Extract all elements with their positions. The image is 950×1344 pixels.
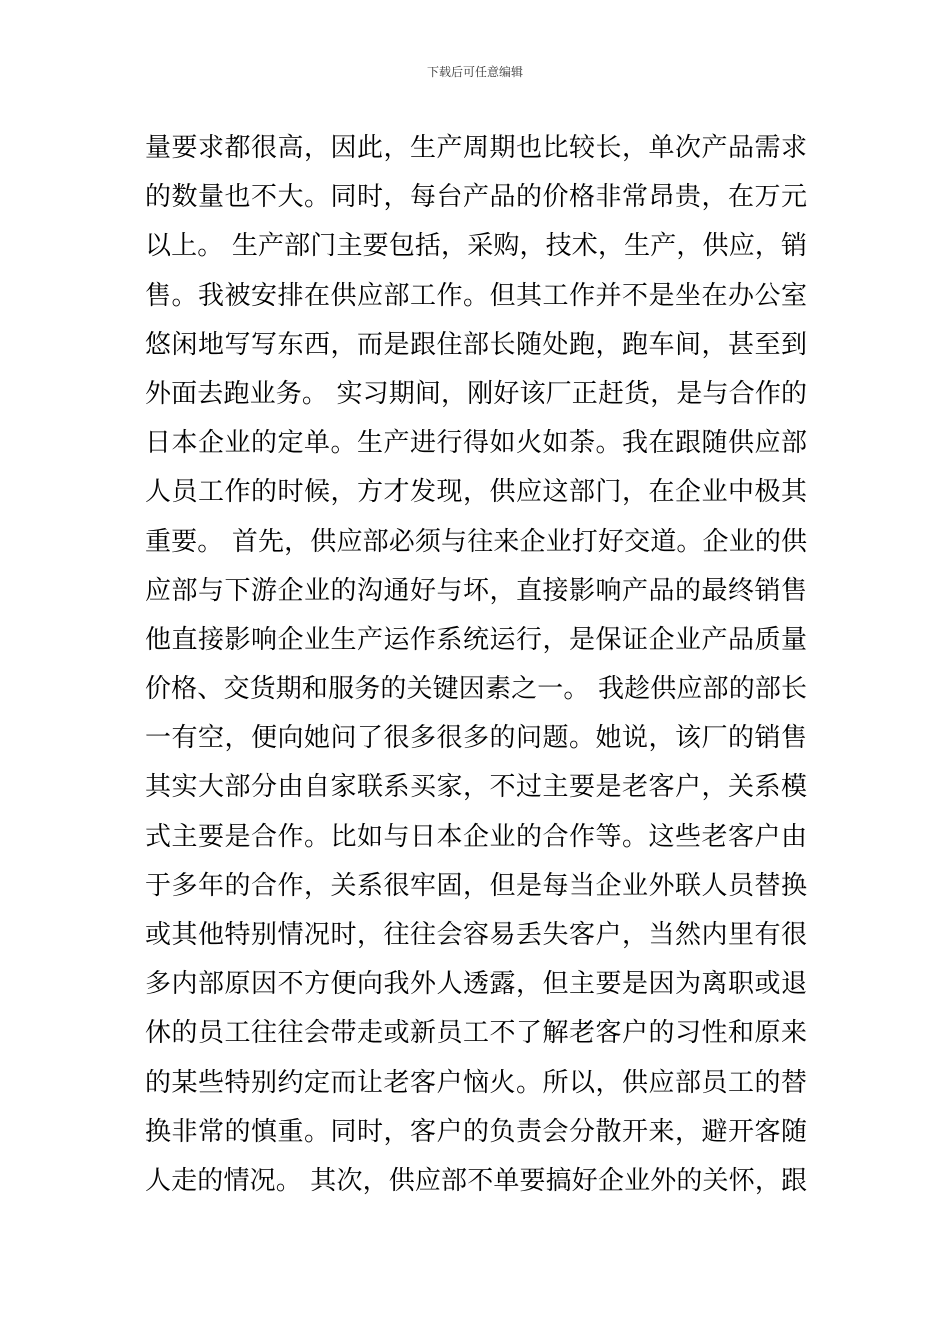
- text-line: 一有空，便向她问了很多很多的问题。她说，该厂的销售: [145, 723, 807, 754]
- text-line: 其实大部分由自家联系买家，不过主要是老客户，关系模: [145, 772, 807, 803]
- text-line: 日本企业的定单。生产进行得如火如荼。我在跟随供应部: [145, 428, 807, 459]
- text-line: 或其他特别情况时，往往会容易丢失客户，当然内里有很: [145, 920, 807, 950]
- text-line: 的某些特别约定而让老客户恼火。所以，供应部员工的替: [145, 1067, 807, 1098]
- text-line: 的数量也不大。同时，每台产品的价格非常昂贵，在万元: [145, 182, 807, 213]
- text-line: 他直接影响企业生产运作系统运行，是保证企业产品质量: [145, 624, 807, 655]
- text-line: 重要。 首先，供应部必须与往来企业打好交道。企业的供: [145, 526, 807, 557]
- text-line: 以上。 生产部门主要包括，采购，技术，生产，供应，销: [145, 231, 807, 262]
- text-line: 换非常的慎重。同时，客户的负责会分散开来，避开客随: [145, 1116, 807, 1147]
- text-line: 售。我被安排在供应部工作。但其工作并不是坐在办公室: [145, 280, 807, 311]
- text-line: 人走的情况。 其次，供应部不单要搞好企业外的关怀，跟: [145, 1165, 807, 1196]
- text-line: 多内部原因不方便向我外人透露，但主要是因为离职或退: [145, 969, 807, 1000]
- text-line: 量要求都很高，因此，生产周期也比较长，单次产品需求: [145, 133, 807, 163]
- text-line: 休的员工往往会带走或新员工不了解老客户的习性和原来: [145, 1018, 807, 1049]
- text-line: 应部与下游企业的沟通好与坏，直接影响产品的最终销售: [145, 575, 807, 606]
- text-line: 于多年的合作，关系很牢固，但是每当企业外联人员替换: [145, 870, 807, 901]
- text-line: 价格、交货期和服务的关键因素之一。 我趁供应部的部长: [145, 674, 807, 705]
- text-line: 悠闲地写写东西，而是跟住部长随处跑，跑车间，甚至到: [145, 329, 807, 360]
- text-line: 人员工作的时候，方才发现，供应这部门，在企业中极其: [145, 477, 807, 508]
- page-header-note: 下载后可任意编辑: [426, 65, 523, 79]
- document-body: [145, 124, 807, 1206]
- text-line: 外面去跑业务。 实习期间，刚好该厂正赶货，是与合作的: [145, 378, 807, 409]
- text-line: 式主要是合作。比如与日本企业的合作等。这些老客户由: [145, 821, 807, 852]
